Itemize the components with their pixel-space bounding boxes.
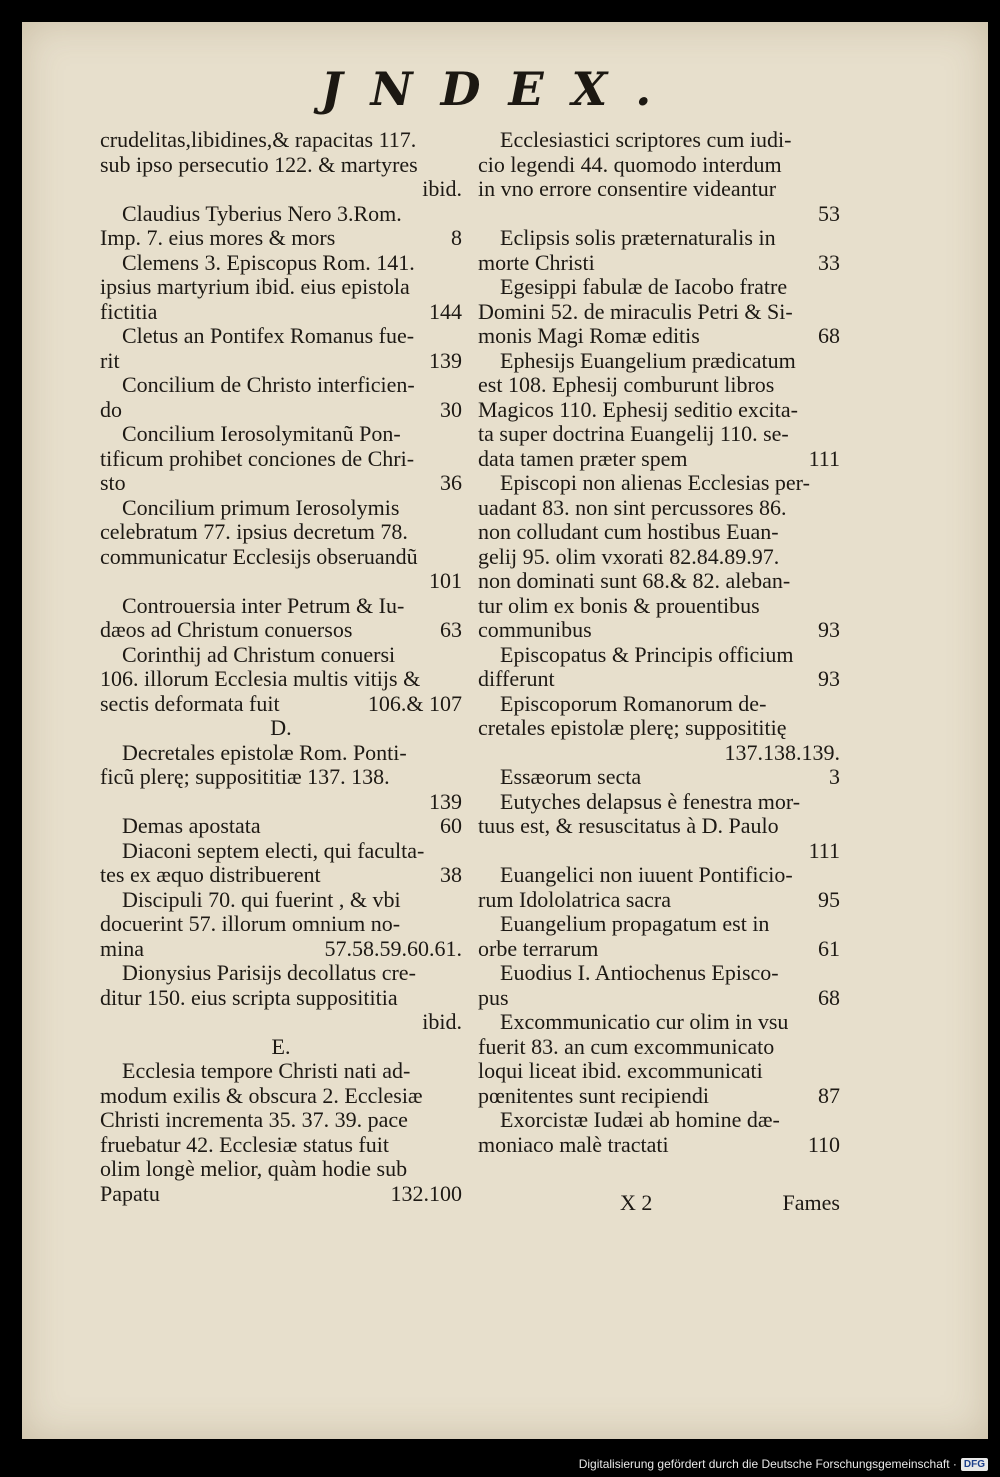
entry-line <box>478 618 840 643</box>
entry-line <box>478 398 840 423</box>
index-entry <box>478 765 840 790</box>
entry-line <box>100 1182 462 1207</box>
scan-credit-text: Digitalisierung gefördert durch die Deutsche Forschungsgemeinschaft · <box>578 1457 957 1471</box>
entry-line <box>478 202 840 227</box>
entry-text: 137.138.139. <box>724 740 840 765</box>
signature-mark: X 2 <box>620 1190 653 1215</box>
entry-line <box>478 496 840 521</box>
index-entry <box>100 741 462 815</box>
page-reference: 30 <box>440 397 462 422</box>
entry-text: in vno errore consentire videantur <box>478 177 777 201</box>
entry-text: Concilium de Christo interficien- <box>122 373 415 397</box>
entry-text: crudelitas,libidines,& rapacitas 117. <box>100 128 417 152</box>
entry-text: do <box>100 397 122 422</box>
page-reference: 93 <box>818 618 840 642</box>
index-entry <box>100 814 462 839</box>
entry-text: 101 <box>429 569 462 593</box>
index-entry <box>100 324 462 373</box>
scan-credit <box>579 1457 988 1471</box>
entry-line <box>478 961 840 986</box>
entry-text: Ecclesia tempore Christi nati ad- <box>122 1059 411 1083</box>
entry-text: fruebatur 42. Ecclesiæ status fuit <box>100 1132 389 1157</box>
page-title: JNDEX. <box>320 62 680 116</box>
entry-line <box>478 1059 840 1084</box>
entry-text: Ecclesiastici scriptores cum iudi- <box>500 128 792 152</box>
index-entry <box>100 643 462 717</box>
section-letter: E. <box>271 1033 291 1059</box>
entry-line <box>478 128 840 153</box>
entry-line <box>100 496 462 521</box>
page-reference: 139 <box>429 348 462 373</box>
entry-text: uadant 83. non sint percussores 86. <box>478 495 787 520</box>
entry-line <box>478 888 840 913</box>
entry-line <box>478 716 840 741</box>
entry-text: pœnitentes sunt recipiendi <box>478 1083 709 1108</box>
entry-line <box>100 937 462 962</box>
index-entry <box>478 349 840 472</box>
index-entry <box>478 1108 840 1157</box>
entry-text: Episcoporum Romanorum de- <box>500 691 767 716</box>
entry-text: non colludant cum hostibus Euan- <box>478 520 779 544</box>
entry-text: tur olim ex bonis & prouentibus <box>478 593 760 618</box>
page-reference: 57.58.59.60.61. <box>324 936 462 961</box>
entry-line <box>100 594 462 619</box>
entry-text: Christi incrementa 35. 37. 39. pace <box>100 1108 408 1132</box>
entry-text: docuerint 57. illorum omnium no- <box>100 912 401 936</box>
entry-line <box>478 520 840 545</box>
index-entry <box>100 594 462 643</box>
entry-text: tes ex æquo distribuerent <box>100 863 321 887</box>
entry-text: Domini 52. de miraculis Petri & Si- <box>478 299 793 324</box>
entry-text: ditur 150. eius scripta supposititia <box>100 985 398 1010</box>
entry-text: ficũ plerę; supposititiæ 137. 138. <box>100 765 390 789</box>
index-entry <box>100 888 462 962</box>
entry-text: 53 <box>818 201 840 226</box>
entry-text: morte Christi <box>478 250 595 275</box>
entry-line <box>100 961 462 986</box>
entry-line <box>478 545 840 570</box>
entry-line <box>478 863 840 888</box>
entry-text: Euodius I. Antiochenus Episco- <box>500 961 779 985</box>
entry-text: cio legendi 44. quomodo interdum <box>478 152 782 177</box>
entry-text: Eclipsis solis præternaturalis in <box>500 226 776 250</box>
index-entry <box>100 961 462 1035</box>
entry-text: gelij 95. olim vxorati 82.84.89.97. <box>478 544 780 569</box>
page-reference: 132.100 <box>390 1181 462 1206</box>
entry-line <box>100 398 462 423</box>
catchword: Fames <box>782 1190 840 1215</box>
entry-line <box>100 1084 462 1109</box>
entry-text: 139 <box>429 789 462 814</box>
entry-text: Episcopi non alienas Ecclesias per- <box>500 471 810 495</box>
entry-text: sectis deformata fuit <box>100 691 280 716</box>
entry-text: Papatu <box>100 1181 160 1206</box>
index-entry <box>478 643 840 692</box>
entry-line <box>478 275 840 300</box>
entry-text: Controuersia inter Petrum & Iu- <box>122 593 405 618</box>
entry-line <box>100 300 462 325</box>
entry-line <box>100 1157 462 1182</box>
entry-line <box>478 447 840 472</box>
entry-line <box>478 177 840 202</box>
entry-line <box>100 1108 462 1133</box>
entry-line <box>100 226 462 251</box>
entry-line <box>100 1059 462 1084</box>
entry-line <box>100 153 462 178</box>
page-reference: 68 <box>818 985 840 1010</box>
entry-line <box>100 618 462 643</box>
index-entry <box>100 496 462 594</box>
entry-line <box>100 447 462 472</box>
entry-text: data tamen præter spem <box>478 446 688 471</box>
entry-line <box>478 349 840 374</box>
page-reference: 111 <box>808 446 840 471</box>
entry-line <box>478 741 840 766</box>
entry-text: Imp. 7. eius mores & mors <box>100 226 336 250</box>
entry-line <box>478 937 840 962</box>
entry-text: moniaco malè tractati <box>478 1132 669 1157</box>
entry-text: Euangelici non iuuent Pontificio- <box>500 863 793 887</box>
entry-text: rum Idololatrica sacra <box>478 887 672 912</box>
entry-text: non dominati sunt 68.& 82. aleban- <box>478 569 791 593</box>
page-reference: 68 <box>818 324 840 348</box>
entry-line <box>478 1108 840 1133</box>
entry-line <box>478 300 840 325</box>
entry-line <box>100 667 462 692</box>
entry-text: 111 <box>808 838 840 863</box>
entry-text: loqui liceat ibid. excommunicati <box>478 1059 763 1083</box>
page-reference: 87 <box>818 1083 840 1108</box>
entry-text: Concilium primum Ierosolymis <box>122 495 400 520</box>
index-entry <box>478 128 840 226</box>
entry-line <box>478 1035 840 1060</box>
entry-text: pus <box>478 985 509 1010</box>
entry-line <box>100 741 462 766</box>
entry-line <box>478 153 840 178</box>
page-reference: 36 <box>440 471 462 495</box>
entry-line <box>100 275 462 300</box>
index-entry <box>100 251 462 325</box>
entry-line <box>100 790 462 815</box>
entry-text: Claudius Tyberius Nero 3.Rom. <box>122 201 402 226</box>
entry-text: communibus <box>478 618 592 642</box>
entry-line <box>100 814 462 839</box>
entry-line <box>100 569 462 594</box>
entry-line <box>100 202 462 227</box>
index-column-left <box>100 128 462 1206</box>
index-entry <box>478 692 840 766</box>
page-reference: 110 <box>807 1132 840 1157</box>
entry-line <box>478 1084 840 1109</box>
entry-line <box>100 373 462 398</box>
entry-line <box>478 643 840 668</box>
page-reference: 61 <box>818 936 840 961</box>
index-entry <box>478 275 840 349</box>
entry-line <box>100 888 462 913</box>
entry-text: Episcopatus & Principis officium <box>500 642 794 667</box>
page-reference: 3 <box>829 765 840 789</box>
page-reference: 93 <box>818 667 840 691</box>
entry-line <box>100 1010 462 1035</box>
entry-line <box>478 1010 840 1035</box>
entry-text: fuerit 83. an cum excommunicato <box>478 1034 775 1059</box>
entry-line <box>478 765 840 790</box>
entry-line <box>100 692 462 717</box>
entry-text: sub ipso persecutio 122. & martyres <box>100 152 418 177</box>
index-column-right <box>478 128 840 1157</box>
entry-line <box>478 471 840 496</box>
index-entry <box>478 1010 840 1108</box>
entry-text: Dionysius Parisijs decollatus cre- <box>122 961 416 985</box>
entry-text: ibid. <box>422 177 462 201</box>
entry-line <box>100 986 462 1011</box>
entry-text: rit <box>100 348 120 373</box>
entry-line <box>478 251 840 276</box>
entry-text: Essæorum secta <box>500 765 642 789</box>
index-entry <box>100 202 462 251</box>
index-entry <box>100 373 462 422</box>
index-entry-continued <box>100 128 462 202</box>
entry-line <box>478 594 840 619</box>
entry-text: cretales epistolæ plerę; supposititię <box>478 716 787 740</box>
entry-text: Corinthij ad Christum conuersi <box>122 642 396 667</box>
index-entry <box>478 471 840 643</box>
index-entry <box>100 1059 462 1206</box>
entry-line <box>478 814 840 839</box>
entry-text: modum exilis & obscura 2. Ecclesiæ <box>100 1083 423 1108</box>
entry-text: celebratum 77. ipsius decretum 78. <box>100 520 408 544</box>
entry-text: Exorcistæ Iudæi ab homine dæ- <box>500 1108 780 1132</box>
dfg-logo: DFG <box>961 1458 988 1471</box>
entry-text: ipsius martyrium ibid. eius epistola <box>100 275 410 299</box>
index-entry <box>478 912 840 961</box>
entry-line <box>100 545 462 570</box>
entry-text: mina <box>100 936 144 961</box>
entry-line <box>100 251 462 276</box>
entry-text: Egesippi fabulæ de Iacobo fratre <box>500 275 788 299</box>
entry-text: ta super doctrina Euangelij 110. se- <box>478 422 789 446</box>
entry-line <box>100 765 462 790</box>
section-letter: D. <box>270 715 292 740</box>
entry-line <box>478 790 840 815</box>
entry-line <box>100 471 462 496</box>
entry-text: Cletus an Pontifex Romanus fue- <box>122 324 415 348</box>
index-entry <box>100 839 462 888</box>
entry-text: Ephesijs Euangelium prædicatum <box>500 348 796 373</box>
entry-line <box>100 324 462 349</box>
entry-line <box>478 569 840 594</box>
entry-text: Diaconi septem electi, qui faculta- <box>122 838 425 863</box>
index-entry <box>478 226 840 275</box>
entry-line <box>100 643 462 668</box>
entry-line <box>478 226 840 251</box>
entry-line <box>100 177 462 202</box>
entry-line <box>100 863 462 888</box>
entry-line <box>478 422 840 447</box>
entry-line <box>478 373 840 398</box>
entry-line <box>100 349 462 374</box>
entry-line <box>100 422 462 447</box>
index-entry <box>478 961 840 1010</box>
entry-text: tuus est, & resuscitatus à D. Paulo <box>478 814 779 838</box>
entry-text: dæos ad Christum conuersos <box>100 618 353 642</box>
entry-line <box>478 692 840 717</box>
entry-text: Demas apostata <box>122 814 261 838</box>
page-reference: 144 <box>429 299 462 324</box>
entry-text: Discipuli 70. qui fuerint , & vbi <box>122 887 401 912</box>
entry-text: Decretales epistolæ Rom. Ponti- <box>122 740 407 765</box>
entry-text: Euangelium propagatum est in <box>500 912 770 936</box>
entry-text: sto <box>100 471 126 495</box>
entry-text: Concilium Ierosolymitanũ Pon- <box>122 422 401 446</box>
entry-text: fictitia <box>100 299 158 324</box>
entry-text: Clemens 3. Episcopus Rom. 141. <box>122 250 415 275</box>
entry-line <box>100 912 462 937</box>
entry-line <box>478 986 840 1011</box>
entry-line <box>478 839 840 864</box>
entry-text: ibid. <box>422 1010 462 1034</box>
entry-line <box>100 128 462 153</box>
entry-text: 106. illorum Ecclesia multis vitijs & <box>100 667 421 691</box>
index-entry <box>478 790 840 864</box>
page-reference: 63 <box>440 618 462 642</box>
entry-text: tificum prohibet conciones de Chri- <box>100 446 415 471</box>
entry-text: differunt <box>478 667 555 691</box>
entry-line <box>478 667 840 692</box>
entry-line <box>478 324 840 349</box>
entry-line <box>100 839 462 864</box>
entry-line <box>100 1133 462 1158</box>
entry-text: est 108. Ephesij comburunt libros <box>478 373 775 397</box>
entry-text: olim longè melior, quàm hodie sub <box>100 1157 408 1181</box>
entry-line <box>100 520 462 545</box>
page-reference: 38 <box>440 863 462 887</box>
page-reference: 106.& 107 <box>367 691 462 716</box>
entry-line <box>478 912 840 937</box>
entry-text: communicatur Ecclesijs obseruandũ <box>100 544 418 569</box>
entry-text: monis Magi Romæ editis <box>478 324 700 348</box>
index-entry <box>478 863 840 912</box>
page-reference: 8 <box>451 226 462 250</box>
entry-text: orbe terrarum <box>478 936 599 961</box>
page-reference: 95 <box>818 887 840 912</box>
index-entry <box>100 422 462 496</box>
entry-line <box>478 1133 840 1158</box>
entry-text: Eutyches delapsus è fenestra mor- <box>500 789 801 814</box>
page-reference: 33 <box>818 250 840 275</box>
entry-text: Magicos 110. Ephesij seditio excita- <box>478 397 798 422</box>
entry-text: Excommunicatio cur olim in vsu <box>500 1010 789 1034</box>
page-reference: 60 <box>440 814 462 838</box>
